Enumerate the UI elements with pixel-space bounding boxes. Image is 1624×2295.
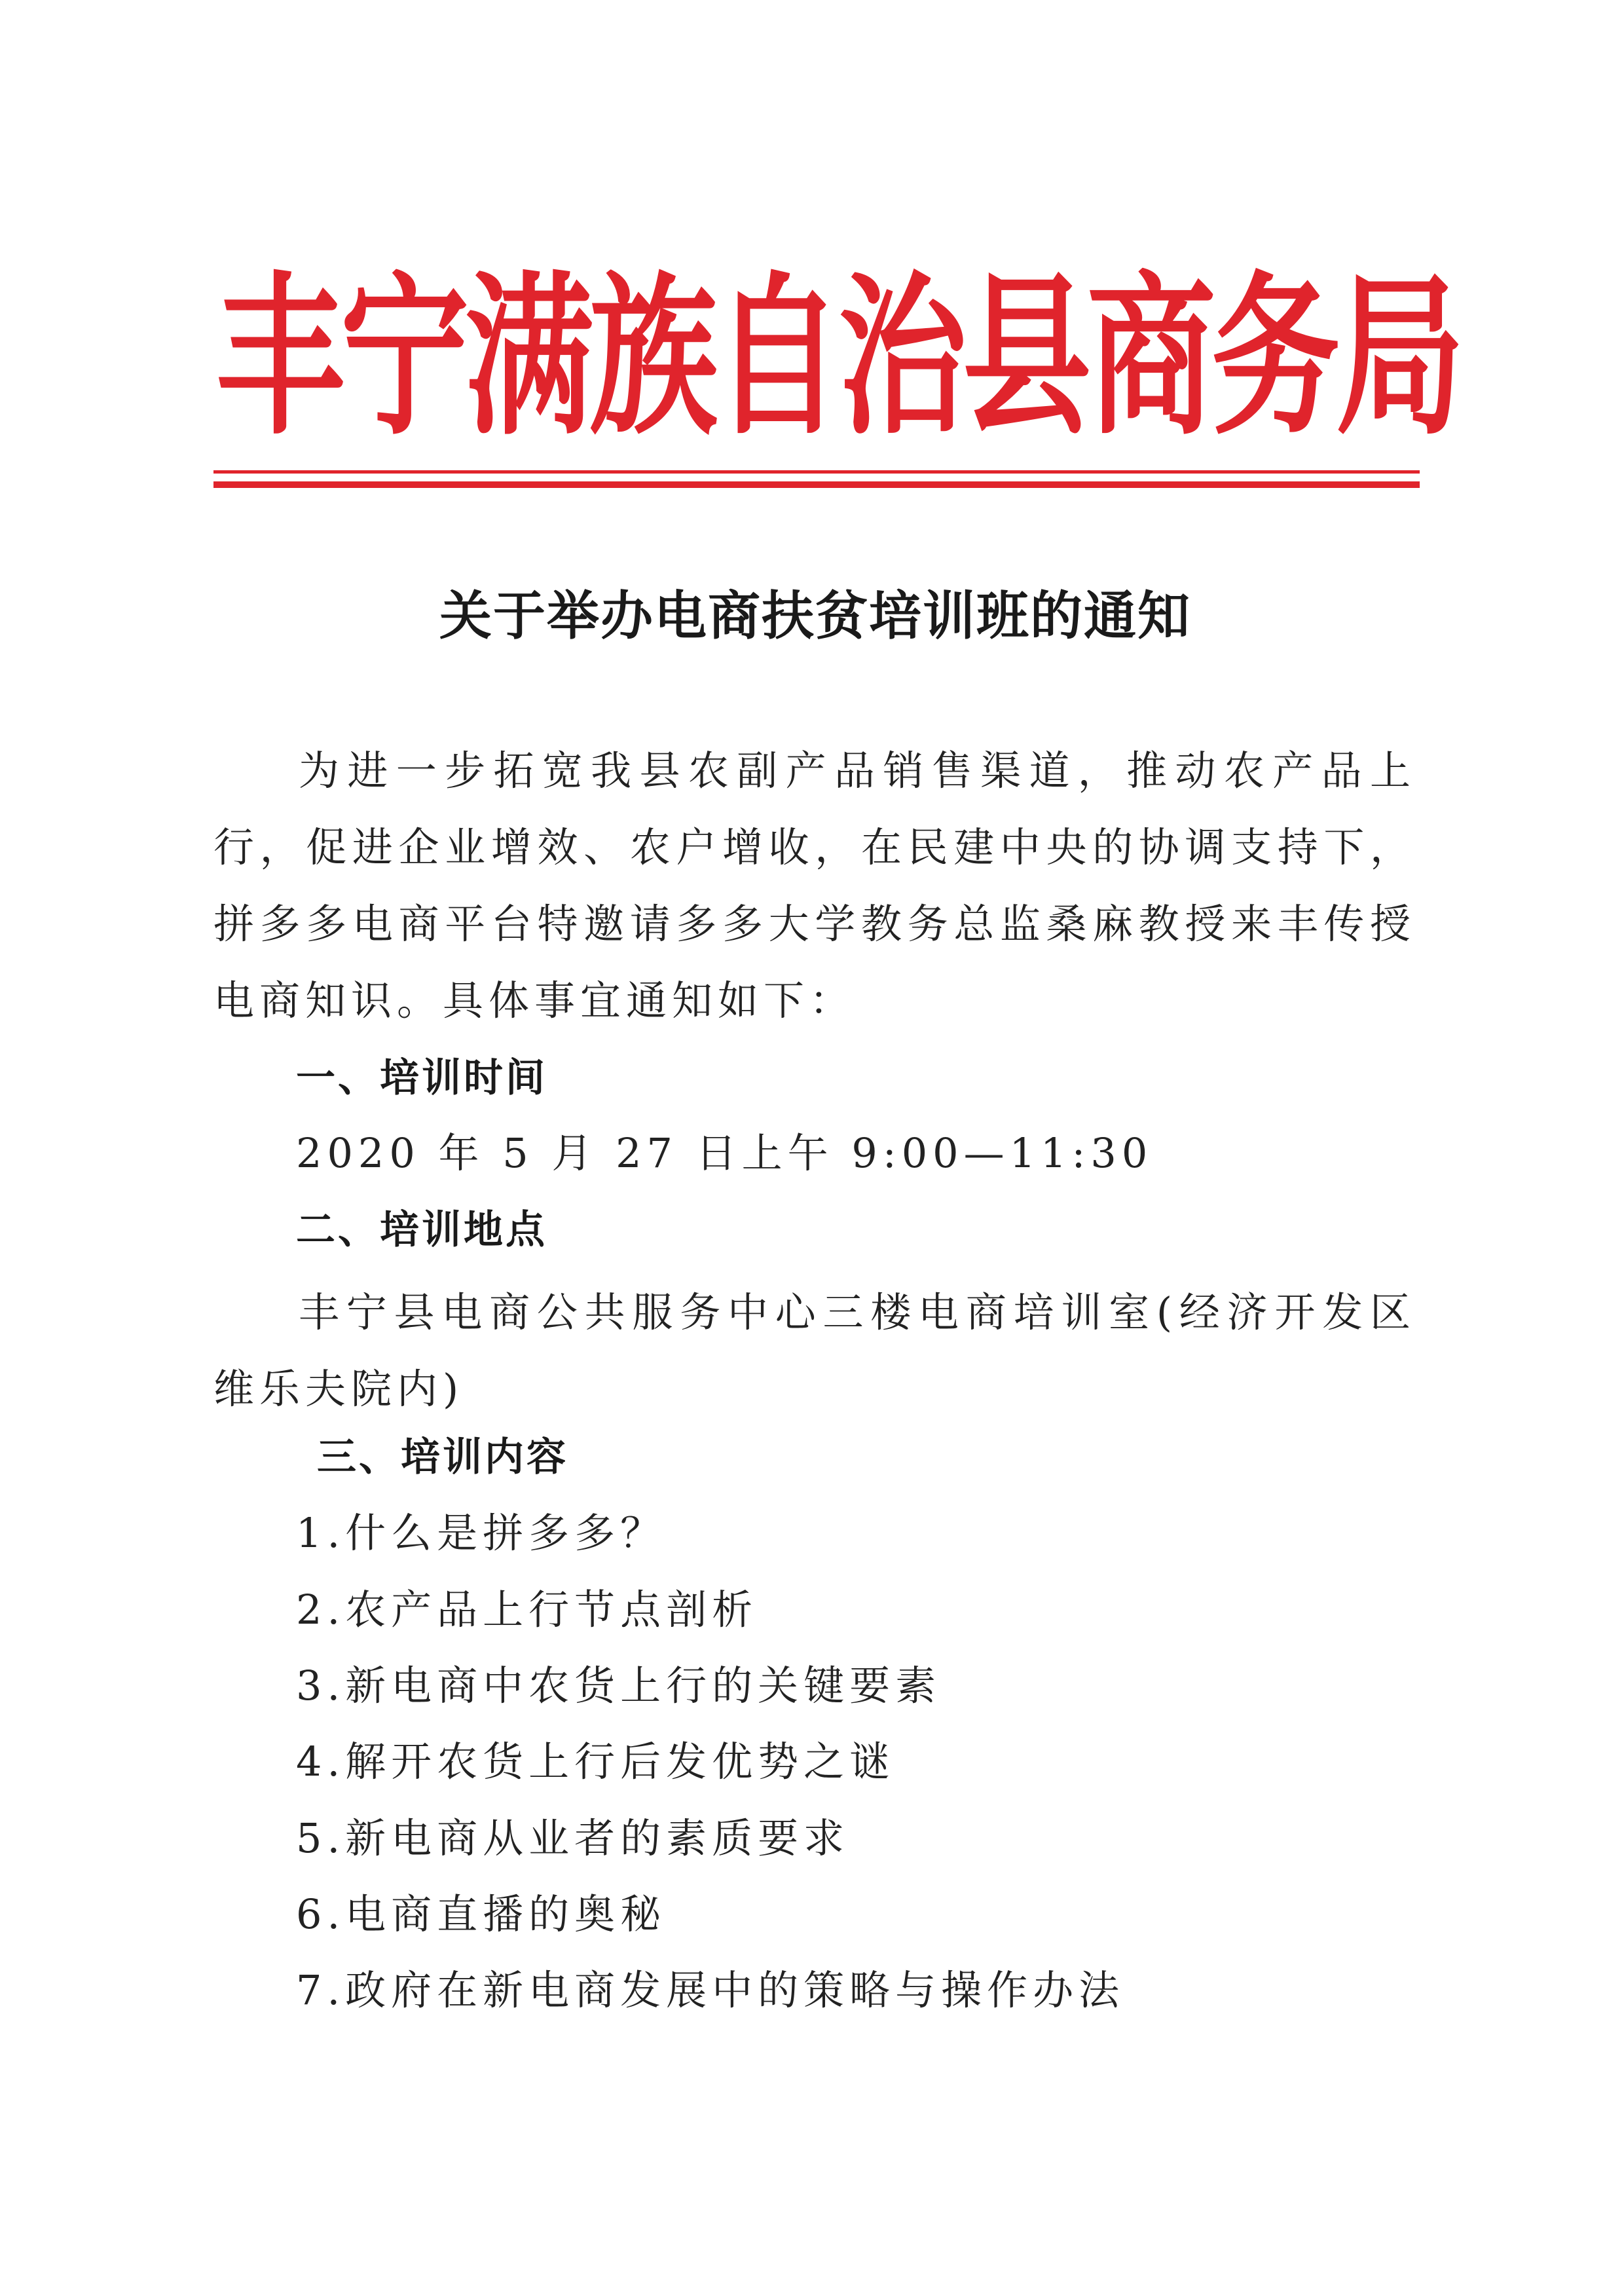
masthead-rule-thin xyxy=(213,470,1420,474)
content-list-item: 5.新电商从业者的素质要求 xyxy=(296,1814,850,1862)
content-list-item: 3.新电商中农货上行的关键要素 xyxy=(296,1662,942,1709)
content-list-item: 7.政府在新电商发展中的策略与操作办法 xyxy=(296,1966,1125,2014)
masthead-org-name: 丰宁满族自治县商务局 xyxy=(216,257,1461,459)
masthead-rule-thick xyxy=(213,481,1420,488)
content-list-item: 2.农产品上行节点剖析 xyxy=(296,1586,758,1633)
content-list-item: 1.什么是拼多多？ xyxy=(296,1509,667,1557)
section-heading-content: 三、培训内容 xyxy=(317,1434,568,1480)
section-heading-time: 一、培训时间 xyxy=(296,1055,547,1101)
content-list-item: 4.解开农货上行后发优势之谜 xyxy=(296,1738,896,1785)
intro-paragraph: 为进一步拓宽我县农副产品销售渠道，推动农产品上行，促进企业增效、农户增收，在民建中央的协调支持下，拼多多电商平台特邀请多多大学教务总监桑麻教授来丰传授电商知识。具体事宜通知如下： xyxy=(213,747,1416,1024)
notice-title: 关于举办电商扶贫培训班的通知 xyxy=(439,585,1191,646)
section-heading-location: 二、培训地点 xyxy=(296,1207,547,1253)
section-content-time: 2020 年 5 月 27 日上午 9:00—11:30 xyxy=(296,1129,1153,1177)
section-content-location: 丰宁县电商公共服务中心三楼电商培训室(经济开发区维乐夫院内) xyxy=(213,1288,1416,1413)
content-list-item: 6.电商直播的奥秘 xyxy=(296,1890,667,1938)
